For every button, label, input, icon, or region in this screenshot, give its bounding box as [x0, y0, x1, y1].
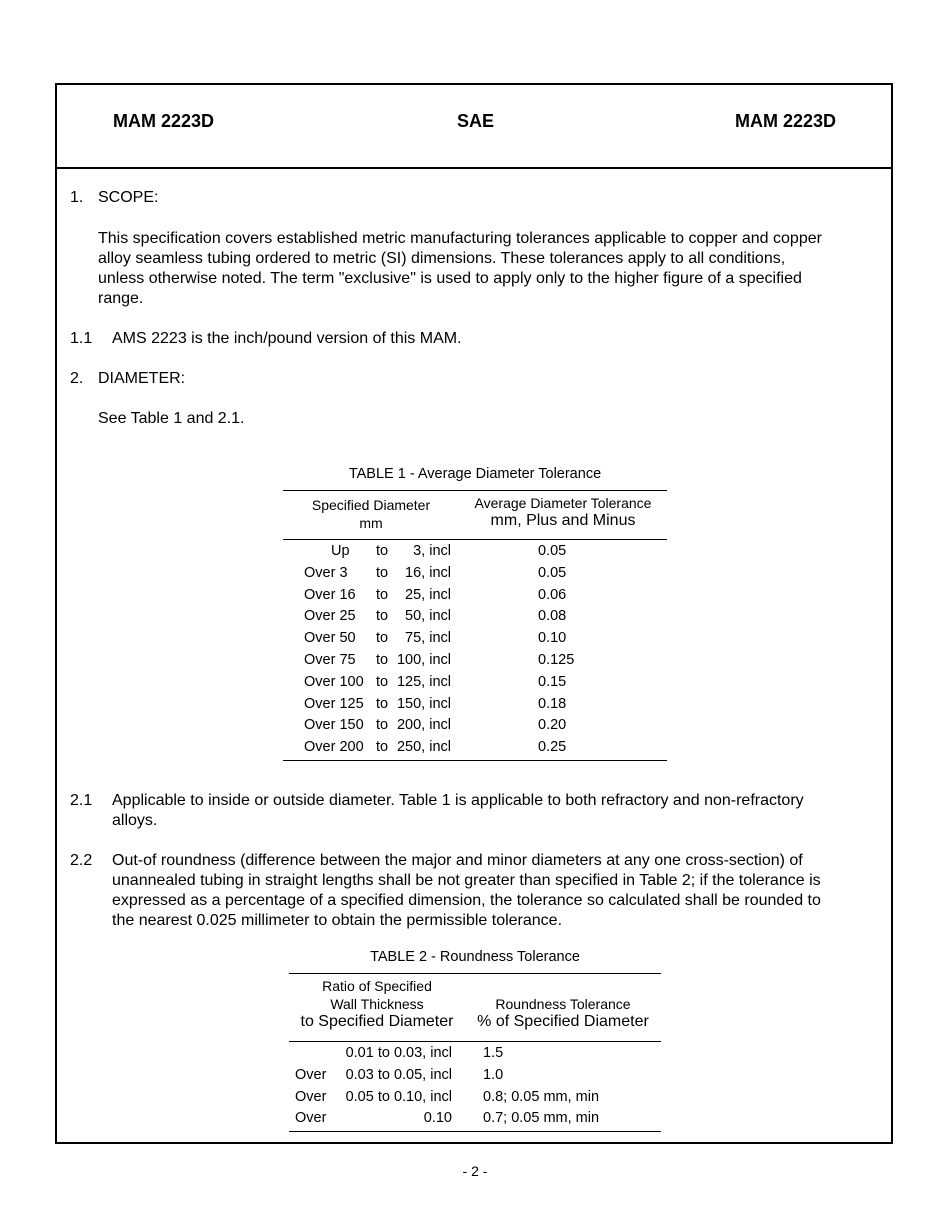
table-1-tolerance: 0.05 — [538, 564, 567, 581]
table-2-qualifier: Over — [295, 1110, 327, 1127]
table-2-ratio: 0.03 to 0.05, incl — [345, 1066, 452, 1083]
header-divider — [57, 167, 891, 169]
table-1-range-to: to — [376, 695, 389, 712]
table-1-range-end: 25, incl — [405, 586, 451, 603]
table-1-range-start: Up — [331, 543, 350, 559]
table-1-range-start: Over 200 — [304, 739, 364, 756]
page-number: - 2 - — [462, 1163, 488, 1179]
section-2-1-text: Applicable to inside or outside diameter. Table 1 is applicable to both refractory and non-refractory alloys. — [112, 792, 804, 829]
table-1-range-end: 250, incl — [396, 739, 451, 756]
table-2-ratio: 0.01 to 0.03, incl — [345, 1045, 452, 1061]
table-2-ratio: 0.10 — [423, 1110, 452, 1127]
table-1-range-end: 125, incl — [396, 673, 451, 690]
table-2-tolerance: 0.7; 0.05 mm, min — [483, 1110, 600, 1127]
header-org: SAE — [457, 111, 495, 131]
table-2-qualifier: Over — [295, 1088, 327, 1105]
table-1-range-start: Over 50 — [304, 630, 356, 647]
table-1-range-end: 100, incl — [396, 652, 451, 668]
table-1-range-end: 16, incl — [405, 564, 451, 581]
table-1-range-to: to — [376, 586, 389, 603]
table-2-top-rule — [289, 973, 661, 974]
table-2-bottom-rule — [289, 1131, 661, 1132]
header-doc-id-right: MAM 2223D — [735, 111, 837, 131]
table-1-bottom-rule — [283, 760, 667, 761]
table-1-range-end: 75, incl — [405, 630, 451, 647]
table-1-range-to: to — [376, 717, 389, 734]
section-1-number: 1. — [70, 189, 84, 206]
table-2-caption: TABLE 2 - Roundness Tolerance — [370, 949, 580, 965]
table-1-tolerance: 0.20 — [538, 717, 567, 734]
table-1-range-to: to — [376, 739, 389, 756]
table-1-range-start: Over 150 — [304, 717, 364, 734]
section-2-1-number: 2.1 — [70, 792, 93, 809]
table-1-tolerance: 0.18 — [538, 695, 567, 712]
section-2-2-number: 2.2 — [70, 852, 93, 869]
table-2-tolerance: 1.0 — [483, 1066, 504, 1083]
table-1-col1-header: Specified Diameter mm — [311, 497, 431, 531]
table-1-range-end: 200, incl — [396, 717, 451, 734]
table-1-range-start: Over 3 — [304, 564, 348, 581]
table-1-tolerance: 0.125 — [538, 652, 575, 668]
table-1-range-start: Over 25 — [304, 608, 356, 625]
section-1-1-number: 1.1 — [70, 330, 93, 347]
section-1-body: This specification covers established metric manufacturing tolerances applicable to copper and copper alloy seamless tubing ordered to metric (SI) dimensions. These tolerances apply to all conditions, unless otherwise noted. The term "exclusive" is used to apply only to the higher figure of a specified range. — [98, 230, 822, 307]
table-1-range-end: 50, incl — [405, 608, 451, 625]
section-2-text: See Table 1 and 2.1. — [98, 410, 245, 427]
table-1-col2-header: Average Diameter Tolerance mm, Plus and Minus — [474, 495, 652, 529]
table-1-tolerance: 0.08 — [538, 608, 567, 625]
table-1-range-start: Over 16 — [304, 586, 356, 603]
table-1-range-end: 150, incl — [396, 695, 451, 712]
table-1-range-start: Over 125 — [304, 695, 364, 712]
table-1-tolerance: 0.05 — [538, 543, 567, 559]
table-2-col2-header: Roundness Tolerance % of Specified Diameter — [477, 996, 649, 1030]
section-1-1-text: AMS 2223 is the inch/pound version of this MAM. — [112, 330, 462, 347]
table-1-tolerance: 0.25 — [538, 739, 567, 756]
section-1-title: SCOPE: — [98, 189, 159, 206]
table-1-tolerance: 0.06 — [538, 586, 567, 603]
table-1-top-rule — [283, 490, 667, 491]
table-2-col1-header: Ratio of Specified Wall Thickness to Specified Diameter — [300, 978, 454, 1030]
table-2-tolerance: 1.5 — [483, 1045, 504, 1061]
table-2-ratio: 0.05 to 0.10, incl — [345, 1088, 452, 1105]
table-1-range-to: to — [376, 564, 389, 581]
table-1-range-to: to — [376, 673, 389, 690]
table-1-range-to: to — [376, 652, 389, 668]
table-1-range-to: to — [376, 608, 389, 625]
table-2-tolerance: 0.8; 0.05 mm, min — [483, 1088, 600, 1105]
table-1-tolerance: 0.15 — [538, 673, 567, 690]
table-1-range-to: to — [376, 630, 389, 647]
table-1-range-start: Over 100 — [304, 673, 364, 690]
section-2-number: 2. — [70, 370, 84, 387]
section-2-2-text: Out-of roundness (difference between the major and minor diameters at any one cross-section) of unannealed tubing in straight lengths shall be not greater than specified in Table 2; if the tolerance is expressed as a percentage of a specified dimension, the tolerance so calculated shall be rounded to the nearest 0.025 millimeter to obtain the permissible tolerance. — [112, 852, 821, 929]
section-2-title: DIAMETER: — [98, 370, 186, 387]
header-doc-id-left: MAM 2223D — [113, 111, 215, 131]
table-1-range-start: Over 75 — [304, 652, 356, 668]
table-1-range-to: to — [376, 543, 389, 559]
table-1-range-end: 3, incl — [413, 543, 451, 559]
table-1-tolerance: 0.10 — [538, 630, 567, 647]
table-1-caption: TABLE 1 - Average Diameter Tolerance — [348, 466, 602, 482]
table-2-qualifier: Over — [295, 1066, 327, 1083]
